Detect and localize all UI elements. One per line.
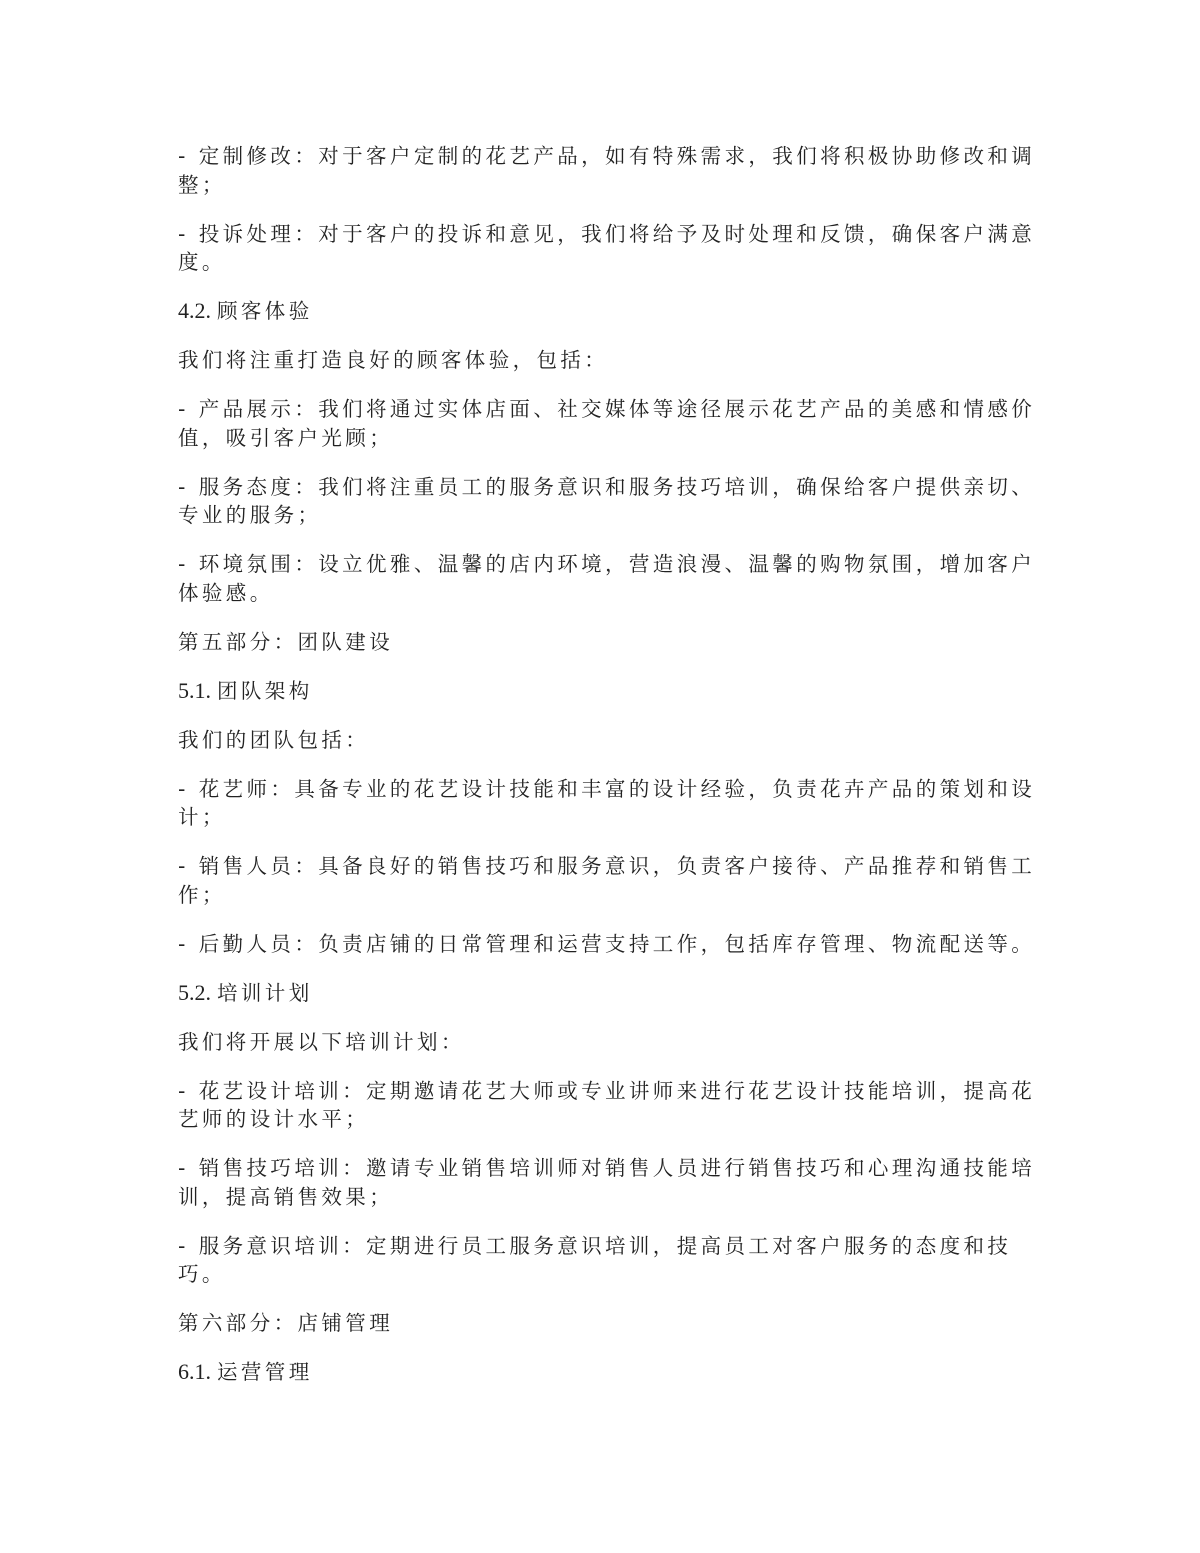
- text-line: [178, 775, 1038, 804]
- line-text: 计；: [178, 805, 226, 829]
- paragraph: [178, 142, 1038, 199]
- section-heading: [178, 1358, 1038, 1387]
- text-line: [178, 220, 1038, 249]
- line-text: 团队架构: [217, 678, 313, 703]
- paragraph: [178, 395, 1038, 452]
- section-number: 4.2.: [178, 298, 211, 323]
- paragraph: [178, 726, 1038, 755]
- line-text: - 花艺设计培训：定期邀请花艺大师或专业讲师来进行花艺设计技能培训，提高花: [178, 1078, 1036, 1103]
- line-text: 我们的团队包括：: [178, 727, 370, 752]
- line-text: 顾客体验: [217, 299, 313, 323]
- paragraph: [178, 1028, 1038, 1057]
- line-text: 我们将注重打造良好的顾客体验，包括：: [178, 348, 609, 372]
- line-text: 值，吸引客户光顾；: [178, 425, 394, 450]
- text-line: [178, 142, 1038, 171]
- line-text: 艺师的设计水平；: [178, 1107, 370, 1131]
- text-line: [178, 1232, 1038, 1261]
- line-text: - 环境氛围：设立优雅、温馨的店内环境，营造浪漫、温馨的购物氛围，增加客户: [178, 552, 1036, 576]
- text-line: [178, 424, 1038, 453]
- text-line: [178, 979, 1038, 1008]
- text-line: [178, 803, 1038, 832]
- line-text: - 花艺师：具备专业的花艺设计技能和丰富的设计经验，负责花卉产品的策划和设: [178, 776, 1036, 801]
- paragraph: [178, 1154, 1038, 1211]
- text-line: [178, 1183, 1038, 1212]
- line-text: 我们将开展以下培训计划：: [178, 1029, 465, 1054]
- section-number: 5.2.: [178, 979, 211, 1005]
- paragraph: [178, 930, 1038, 959]
- text-line: [178, 1154, 1038, 1183]
- line-text: 整；: [178, 172, 226, 197]
- paragraph: [178, 775, 1038, 832]
- text-line: [178, 852, 1038, 881]
- line-text: 培训计划: [217, 980, 313, 1005]
- line-text: 度。: [178, 250, 226, 274]
- line-text: 专业的服务；: [178, 503, 322, 527]
- text-line: [178, 930, 1038, 959]
- text-line: [178, 1309, 1038, 1338]
- paragraph: [178, 1077, 1038, 1134]
- paragraph: [178, 852, 1038, 909]
- line-text: - 投诉处理：对于客户的投诉和意见，我们将给予及时处理和反馈，确保客户满意: [178, 221, 1036, 246]
- paragraph: [178, 346, 1038, 375]
- section-number: 5.1.: [178, 677, 211, 703]
- line-text: - 销售人员：具备良好的销售技巧和服务意识，负责客户接待、产品推荐和销售工: [178, 854, 1036, 878]
- text-line: [178, 881, 1038, 910]
- section-heading: [178, 677, 1038, 706]
- line-text: 运营管理: [217, 1360, 313, 1384]
- paragraph: [178, 1232, 1038, 1289]
- line-text: - 后勤人员：负责店铺的日常管理和运营支持工作，包括库存管理、物流配送等。: [178, 931, 1036, 956]
- line-text: - 产品展示：我们将通过实体店面、社交媒体等途径展示花艺产品的美感和情感价: [178, 397, 1036, 421]
- line-text: 巧。: [178, 1262, 226, 1286]
- paragraph: [178, 628, 1038, 657]
- line-text: - 销售技巧培训：邀请专业销售培训师对销售人员进行销售技巧和心理沟通技能培: [178, 1156, 1036, 1180]
- section-number: 6.1.: [178, 1359, 211, 1384]
- section-heading: [178, 297, 1038, 326]
- text-line: [178, 297, 1038, 326]
- section-heading: [178, 979, 1038, 1008]
- line-text: - 服务意识培训：定期进行员工服务意识培训，提高员工对客户服务的态度和技: [178, 1233, 1012, 1258]
- text-line: [178, 248, 1038, 277]
- text-line: [178, 1028, 1038, 1057]
- line-text: 作；: [178, 882, 226, 907]
- text-line: [178, 473, 1038, 502]
- line-text: - 定制修改：对于客户定制的花艺产品，如有特殊需求，我们将积极协助修改和调: [178, 144, 1036, 168]
- paragraph: [178, 473, 1038, 530]
- text-line: [178, 1358, 1038, 1387]
- paragraph: [178, 1309, 1038, 1338]
- text-line: [178, 1077, 1038, 1106]
- line-text: - 服务态度：我们将注重员工的服务意识和服务技巧培训，确保给客户提供亲切、: [178, 474, 1036, 499]
- text-line: [178, 171, 1038, 200]
- text-line: [178, 1260, 1038, 1289]
- paragraph: [178, 220, 1038, 277]
- line-text: 第五部分：团队建设: [178, 629, 394, 654]
- text-line: [178, 726, 1038, 755]
- paragraph: [178, 550, 1038, 607]
- text-line: [178, 501, 1038, 530]
- text-line: [178, 1105, 1038, 1134]
- text-line: [178, 346, 1038, 375]
- line-text: 训，提高销售效果；: [178, 1184, 394, 1209]
- document-page: [178, 142, 1038, 1407]
- line-text: 第六部分：店铺管理: [178, 1311, 394, 1335]
- line-text: 体验感。: [178, 580, 274, 605]
- text-line: [178, 677, 1038, 706]
- text-line: [178, 628, 1038, 657]
- text-line: [178, 579, 1038, 608]
- text-line: [178, 395, 1038, 424]
- text-line: [178, 550, 1038, 579]
